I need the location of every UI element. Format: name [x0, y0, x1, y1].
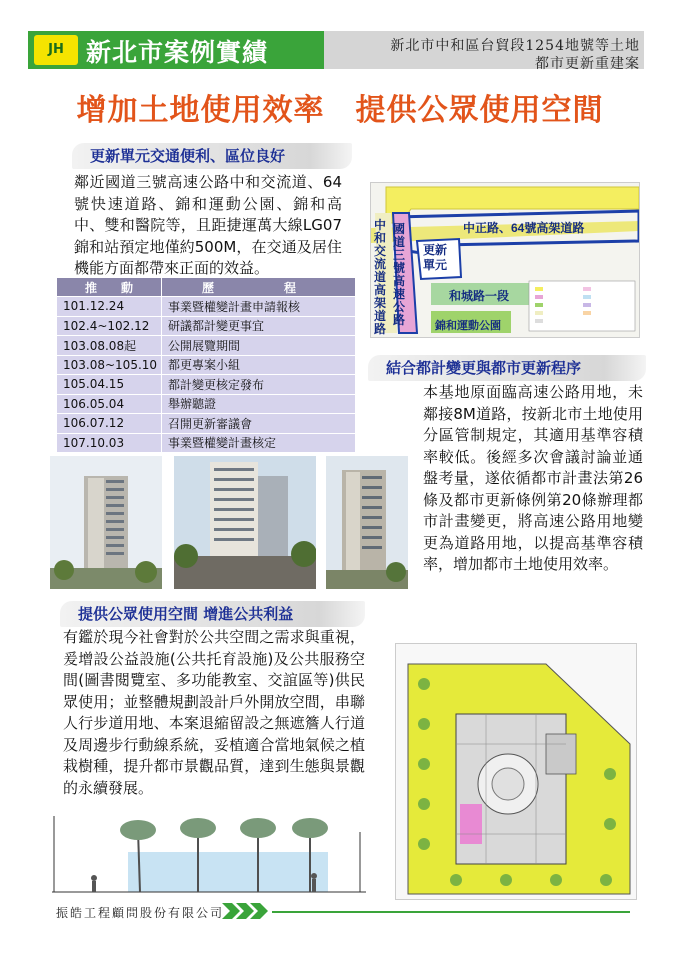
- map-label-zhonghe-interchange: 中和交流道高架道路: [374, 218, 387, 336]
- table-row: [57, 394, 356, 414]
- building-rendering-1: [50, 456, 162, 589]
- map-label-park: 錦和運動公園: [435, 320, 501, 332]
- history-date: 102.4~102.12: [57, 316, 162, 336]
- map-label-zhongzheng-road: 中正路、64號高架道路: [463, 221, 585, 235]
- map-label-renewal-unit: 更新單元: [423, 243, 448, 272]
- section-title-zoning: 結合都計變更與都市更新程序: [386, 359, 582, 377]
- footer-rule: [272, 911, 630, 913]
- history-header-2: 歷 程: [162, 278, 356, 297]
- location-map: [370, 182, 640, 338]
- public-space-paragraph: 有鑑於現今社會對於公共空間之需求與重視，爰增設公益設施(公共托育設施)及公共服務空間(圖書閱覽室、多功能教室、交誼區等)供民眾使用；並整體規劃設計戶外開放空間，串聯人行步道用地、本案退縮留設之無遮簷人行道及周邊步行動線系統，妥植適合當地氣候之植栽樹種，提升都市景觀品質，達到生態與景觀的永續發展。: [63, 628, 365, 797]
- history-table-header: [57, 278, 356, 297]
- table-row: [57, 316, 356, 336]
- map-label-hecheng-road: 和城路一段: [449, 289, 510, 303]
- table-row: [57, 433, 356, 453]
- table-row: [57, 355, 356, 375]
- project-name-line2: 都市更新重建案: [535, 56, 640, 72]
- header-title: 新北市案例實績: [86, 38, 269, 67]
- street-elevation-drawing: [48, 812, 370, 904]
- section-ribbon-zoning: [368, 355, 646, 381]
- footer-company-name: 振皓工程顧問股份有限公司: [56, 906, 225, 920]
- section-ribbon-public-space: [60, 601, 365, 627]
- history-date: 106.05.04: [57, 394, 162, 414]
- map-label-national-freeway: 國道三號高速公路: [393, 222, 406, 327]
- page-headline: 增加土地使用效率 提供公眾使用空間: [76, 93, 604, 128]
- table-row: [57, 414, 356, 434]
- table-row: [57, 297, 356, 317]
- history-event: 公開展覽期間: [162, 336, 356, 356]
- location-paragraph: 鄰近國道三號高速公路中和交流道、64號快速道路、錦和運動公園、錦和高中、雙和醫院等，且距捷運萬大線LG07錦和站預定地僅約500M，在交通及居住機能方面都帶來正面的效益。: [74, 173, 342, 277]
- footer-chevron-icon: [222, 903, 270, 923]
- history-date: 105.04.15: [57, 375, 162, 395]
- project-name-line1: 新北市中和區台貿段1254地號等土地: [390, 38, 640, 54]
- building-rendering-2: [174, 456, 316, 589]
- site-plan-drawing: [395, 643, 637, 900]
- table-row: [57, 375, 356, 395]
- company-logo: [34, 35, 78, 65]
- history-event: 召開更新審議會: [162, 414, 356, 434]
- zoning-paragraph: 本基地原面臨高速公路用地，未鄰接8M道路，按新北市土地使用分區管制規定，其適用基準容積率較低。後經多次會議討論並通盤考量，遂依循都市計畫法第26條及都市更新條例第20條辦理都市計畫變更，將高速公路用地變更為道路用地，以提高基準容積率，增加都市土地使用效率。: [423, 383, 643, 573]
- history-date: 107.10.03: [57, 433, 162, 453]
- history-event: 事業暨權變計畫核定: [162, 433, 356, 453]
- history-event: 都計變更核定發布: [162, 375, 356, 395]
- history-date: 103.08~105.10: [57, 355, 162, 375]
- history-header-1: 推 動: [57, 278, 162, 297]
- history-event: 都更專案小組: [162, 355, 356, 375]
- history-table: [56, 277, 356, 453]
- history-event: 事業暨權變計畫申請報核: [162, 297, 356, 317]
- history-date: 103.08.08起: [57, 336, 162, 356]
- history-date: 106.07.12: [57, 414, 162, 434]
- history-event: 舉辦聽證: [162, 394, 356, 414]
- building-rendering-3: [326, 456, 408, 589]
- history-date: 101.12.24: [57, 297, 162, 317]
- history-event: 研議都計變更事宜: [162, 316, 356, 336]
- section-title-public-space: 提供公眾使用空間 增進公共利益: [78, 605, 294, 623]
- section-title-location: 更新單元交通便利、區位良好: [90, 147, 286, 165]
- logo-text: JH: [48, 42, 64, 57]
- section-ribbon-location: [72, 143, 352, 169]
- table-row: [57, 336, 356, 356]
